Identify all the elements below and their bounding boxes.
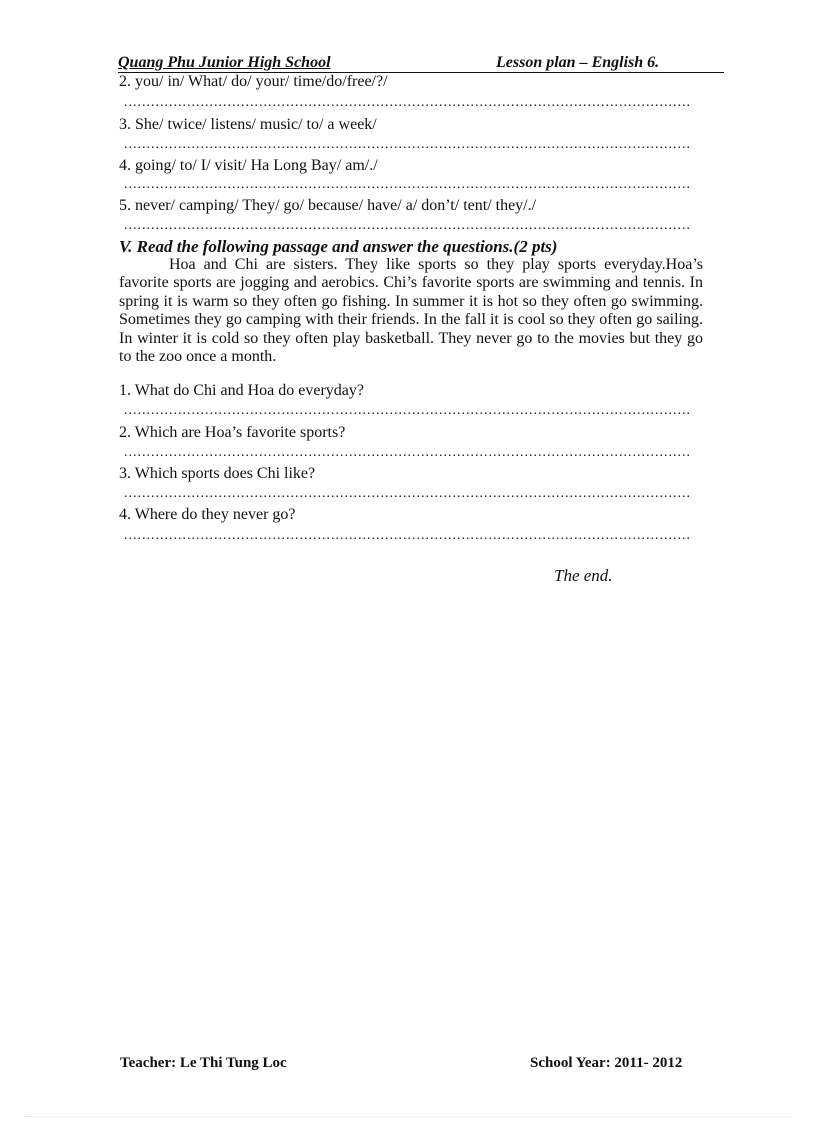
question-4: 4. Where do they never go? xyxy=(119,506,296,523)
school-name: Quang Phu Junior High School xyxy=(118,54,331,71)
school-year: School Year: 2011- 2012 xyxy=(530,1055,683,1071)
answer-line xyxy=(124,489,690,499)
answer-line xyxy=(124,221,690,231)
reorder-item-2: 2. you/ in/ What/ do/ your/ time/do/free/?/ xyxy=(119,73,388,90)
reading-passage xyxy=(119,256,703,366)
answer-line xyxy=(124,531,690,541)
section-title: V. Read the following passage and answer the questions.(2 pts) xyxy=(119,237,558,256)
lesson-title: Lesson plan – English 6. xyxy=(496,54,660,71)
answer-line xyxy=(124,406,690,416)
teacher-name: Teacher: Le Thi Tung Loc xyxy=(120,1055,287,1071)
the-end-text: The end. xyxy=(554,566,613,585)
question-3: 3. Which sports does Chi like? xyxy=(119,465,316,482)
page-header xyxy=(118,54,724,73)
answer-line xyxy=(124,98,690,108)
reorder-item-5: 5. never/ camping/ They/ go/ because/ have/ a/ don’t/ tent/ they/./ xyxy=(119,197,537,214)
answer-line xyxy=(124,448,690,458)
passage-text: Hoa and Chi are sisters. They like sports so they play sports everyday.Hoa’s favorite sports are jogging and aerobics. Chi’s favorite sports are swimming and tennis. In spring it is warm so they often go fishing. In summer it is hot so they often go swimming. Sometimes they go camping with their friends. In the fall it is cool so they often go sailing. In winter it is cold so they often play basketball. They never go to the movies but they go to the zoo once a month. xyxy=(119,256,703,366)
reorder-item-3: 3. She/ twice/ listens/ music/ to/ a week/ xyxy=(119,116,377,133)
question-2: 2. Which are Hoa’s favorite sports? xyxy=(119,424,346,441)
answer-line xyxy=(124,180,690,190)
reorder-item-4: 4. going/ to/ I/ visit/ Ha Long Bay/ am/./ xyxy=(119,157,378,174)
answer-line xyxy=(124,140,690,150)
page-bottom-divider xyxy=(24,1116,792,1117)
question-1: 1. What do Chi and Hoa do everyday? xyxy=(119,382,364,399)
